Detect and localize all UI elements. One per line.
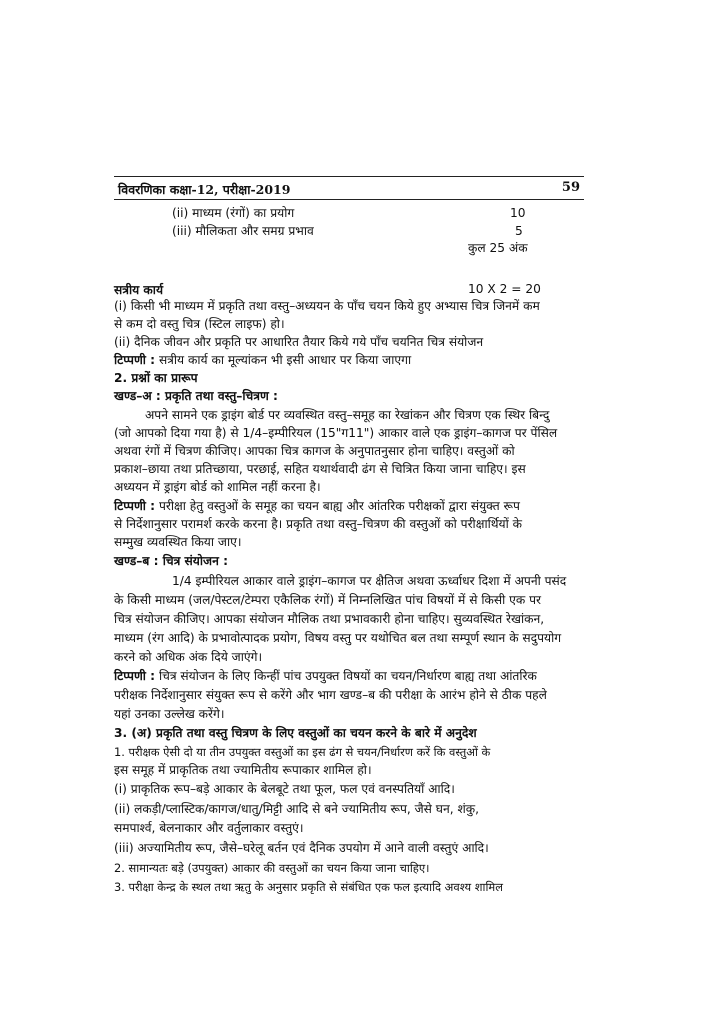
text-line: (ii) लकड़ी/प्लास्टिक/कागज/धातु/मिट्टी आदि से बने ज्यामितीय रूप, जैसे घन, शंकु,	[114, 802, 480, 816]
section2-heading: 2. प्रश्नों का प्रारूप	[114, 371, 198, 385]
text-line: (iii) अज्यामितीय रूप, जैसे–घरेलू बर्तन एवं दैनिक उपयोग में आने वाली वस्तुएं आदि।	[114, 841, 489, 855]
text-line: माध्यम (रंग आदि) के प्रभावोत्पादक प्रयोग, विषय वस्तु पर यथोचित बल तथा सम्पूर्ण स्थान के सदुपयोग	[114, 631, 562, 645]
text-line: से निर्देशानुसार परामर्श करके करना है। प्रकृति तथा वस्तु–चित्रण की वस्तुओं को परीक्षार्थियों के	[114, 517, 523, 531]
header-title: विवरणिका कक्षा-12, परीक्षा-2019	[118, 182, 291, 197]
marks-label: (iii) मौलिकता और समग्र प्रभाव	[172, 224, 314, 238]
text-line: (i) किसी भी माध्यम में प्रकृति तथा वस्तु–अध्ययन के पाँच चयन किये हुए अभ्यास चित्र जिनमें कम	[114, 299, 540, 313]
page-header	[114, 176, 584, 200]
note-text: सत्रीय कार्य का मूल्यांकन भी इसी आधार पर किया जाएगा	[158, 353, 412, 367]
note-label: टिप्पणी :	[114, 669, 156, 683]
text-line: (ii) दैनिक जीवन और प्रकृति पर आधारित तैयार किये गये पाँच चयनित चित्र संयोजन	[114, 335, 484, 349]
text-line: 1. परीक्षक ऐसी दो या तीन उपयुक्त वस्तुओं का इस ढंग से चयन/निर्धारण करें कि वस्तुओं के	[114, 745, 491, 759]
marks-label: (ii) माध्यम (रंगों) का प्रयोग	[172, 206, 295, 220]
text-line: सम्मुख व्यवस्थित किया जाए।	[114, 535, 242, 549]
note-label: टिप्पणी :	[114, 499, 156, 513]
text-line: प्रकाश–छाया तथा प्रतिच्छाया, परछाई, सहित यथार्थवादी ढंग से चित्रित किया जाना चाहिए। इस	[114, 462, 526, 476]
text-line: अपने सामने एक ड्राइंग बोर्ड पर व्यवस्थित वस्तु–समूह का रेखांकन और चित्रण एक स्थिर बिन्दु	[145, 408, 550, 422]
text-line: 2. सामान्यतः बड़े (उपयुक्त) आकार की वस्तुओं का चयन किया जाना चाहिए।	[114, 861, 430, 875]
page-number: 59	[561, 180, 580, 195]
text-line: करने को अधिक अंक दिये जाएंगे।	[114, 650, 263, 664]
part-b-heading: खण्ड–ब : चित्र संयोजन :	[114, 554, 228, 568]
text-line: इस समूह में प्राकृतिक तथा ज्यामितीय रूपाकार शामिल हो।	[114, 763, 372, 777]
sessional-score: 10 X 2 = 20	[468, 282, 541, 296]
text-line: अध्ययन में ड्राइंग बोर्ड को शामिल नहीं करना है।	[114, 480, 321, 494]
text-line: से कम दो वस्तु चित्र (स्टिल लाइफ) हो।	[114, 317, 285, 331]
note-text: परीक्षा हेतु वस्तुओं के समूह का चयन बाह्य और आंतरिक परीक्षकों द्वारा संयुक्त रूप	[158, 499, 520, 513]
note-line	[114, 498, 520, 514]
text-line: (i) प्राकृतिक रूप–बड़े आकार के बेलबूटे तथा फूल, फल एवं वनस्पतियाँ आदि।	[114, 782, 455, 796]
part-a-heading: खण्ड–अ : प्रकृति तथा वस्तु–चित्रण :	[114, 389, 278, 403]
note-line	[114, 668, 537, 684]
text-line: के किसी माध्यम (जल/पेस्टल/टेम्परा एकैलिक रंगों) में निम्नलिखित पांच विषयों में से किसी एक पर	[114, 593, 542, 607]
text-line: (जो आपको दिया गया है) से 1/4–इम्पीरियल (15"ग11") आकार वाले एक ड्राइंग–कागज पर पेंसिल	[114, 426, 558, 440]
text-line: अथवा रंगों में चित्रण कीजिए। आपका चित्र कागज के अनुपातनुसार होना चाहिए। वस्तुओं को	[114, 444, 515, 458]
total-marks: कुल 25 अंक	[468, 241, 528, 255]
section3-heading: 3. (अ) प्रकृति तथा वस्तु चित्रण के लिए वस्तुओं का चयन करने के बारे में अनुदेश	[114, 726, 477, 740]
text-line: परीक्षक निर्देशानुसार संयुक्त रूप से करेंगे और भाग खण्ड–ब की परीक्षा के आरंभ होने से ठीक पहले	[114, 688, 547, 702]
note-line	[114, 352, 411, 368]
note-label: टिप्पणी :	[114, 353, 156, 367]
note-text: चित्र संयोजन के लिए किन्हीं पांच उपयुक्त विषयों का चयन/निर्धारण बाह्य तथा आंतरिक	[158, 669, 537, 683]
marks-value: 5	[515, 224, 523, 238]
text-line: 3. परीक्षा केन्द्र के स्थल तथा ऋतु के अनुसार प्रकृति से संबंधित एक फल इत्यादि अवश्य शामिल	[114, 880, 503, 894]
text-line: 1/4 इम्पीरियल आकार वाले ड्राइंग–कागज पर क्षैतिज अथवा ऊर्ध्वाधर दिशा में अपनी पसंद	[172, 574, 567, 588]
text-line: समपार्श्व, बेलनाकार और वर्तुलाकार वस्तुएं।	[114, 821, 304, 835]
text-line: यहां उनका उल्लेख करेंगे।	[114, 707, 225, 721]
text-line: चित्र संयोजन कीजिए। आपका संयोजन मौलिक तथा प्रभावकारी होना चाहिए। सुव्यवस्थित रेखांकन,	[114, 612, 545, 626]
sessional-heading: सत्रीय कार्य	[114, 283, 164, 297]
marks-value: 10	[510, 206, 526, 220]
